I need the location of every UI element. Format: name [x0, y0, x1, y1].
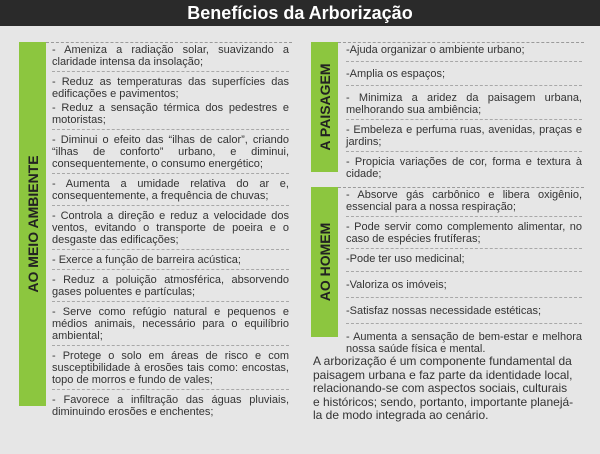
section-label-paisagem: A PAISAGEM	[316, 63, 333, 151]
section-divider	[338, 187, 584, 188]
benefits-list-meio-ambiente	[52, 44, 289, 425]
section-label-homem: AO HOMEM	[316, 222, 333, 302]
list-item: -Pode ter uso medicinal;	[346, 253, 582, 272]
summary-paragraph: A arborização é um componente fundamental da paisagem urbana e faz parte da identidade local, relacionando-se com aspectos sociais, culturais e históricos; sendo, portanto, importante planejá-la de modo integrada ao cenário.	[313, 354, 574, 422]
list-item: - Reduz a sensação térmica dos pedestres e motoristas;	[52, 102, 289, 130]
list-item: -Amplia os espaços;	[346, 68, 582, 86]
list-item: - Reduz as temperaturas das superfícies das edificações e pavimentos;	[52, 76, 289, 100]
list-item: - Exerce a função de barreira acústica;	[52, 254, 289, 270]
benefits-list-homem	[346, 189, 582, 362]
section-tab-homem	[311, 187, 338, 337]
section-divider	[46, 42, 292, 43]
list-item: -Satisfaz nossas necessidade estéticas;	[346, 305, 582, 324]
list-item: - Pode servir como complemento alimentar, no caso de espécies frutíferas;	[346, 221, 582, 249]
list-item: - Aumenta a umidade relativa do ar e, consequentemente, a frequência de chuvas;	[52, 178, 289, 206]
section-label-meio-ambiente: AO MEIO AMBIENTE	[24, 155, 41, 293]
list-item: - Aumenta a sensação de bem-estar e melhora nossa saúde física e mental.	[346, 331, 582, 355]
page-title: Benefícios da Arborização	[0, 0, 600, 26]
list-item: - Controla a direção e reduz a velocidade dos ventos, evitando o transporte de poeira e o desgaste das edificações;	[52, 210, 289, 250]
list-item: - Propicia variações de cor, forma e textura à cidade;	[346, 156, 582, 180]
list-item: - Diminui o efeito das “ilhas de calor”, criando “ilhas de conforto” urbano, e diminui, consequentemente, o consumo energético;	[52, 134, 289, 174]
list-item: -Valoriza os imóveis;	[346, 279, 582, 298]
list-item: - Serve como refúgio natural e pequenos e médios animais, necessário para o equilíbrio ambiental;	[52, 306, 289, 346]
section-divider	[338, 42, 584, 43]
section-tab-paisagem	[311, 42, 338, 172]
list-item: - Favorece a infiltração das águas pluviais, diminuindo erosões e enchentes;	[52, 394, 289, 418]
list-item: -Ajuda organizar o ambiente urbano;	[346, 44, 582, 62]
list-item: - Minimiza a aridez da paisagem urbana, melhorando sua ambiência;	[346, 92, 582, 120]
list-item: - Reduz a poluição atmosférica, absorvendo gases poluentes e partículas;	[52, 274, 289, 302]
benefits-list-paisagem	[346, 44, 582, 187]
list-item: - Embeleza e perfuma ruas, avenidas, praças e jardins;	[346, 124, 582, 152]
list-item: - Absorve gás carbônico e libera oxigênio, essencial para a nossa respiração;	[346, 189, 582, 217]
section-tab-meio-ambiente	[19, 42, 46, 406]
list-item: - Ameniza a radiação solar, suavizando a claridade intensa da insolação;	[52, 44, 289, 72]
list-item: - Protege o solo em áreas de risco e com susceptibilidade à erosões tais como: encostas, topo de morros e fundo de vales;	[52, 350, 289, 390]
